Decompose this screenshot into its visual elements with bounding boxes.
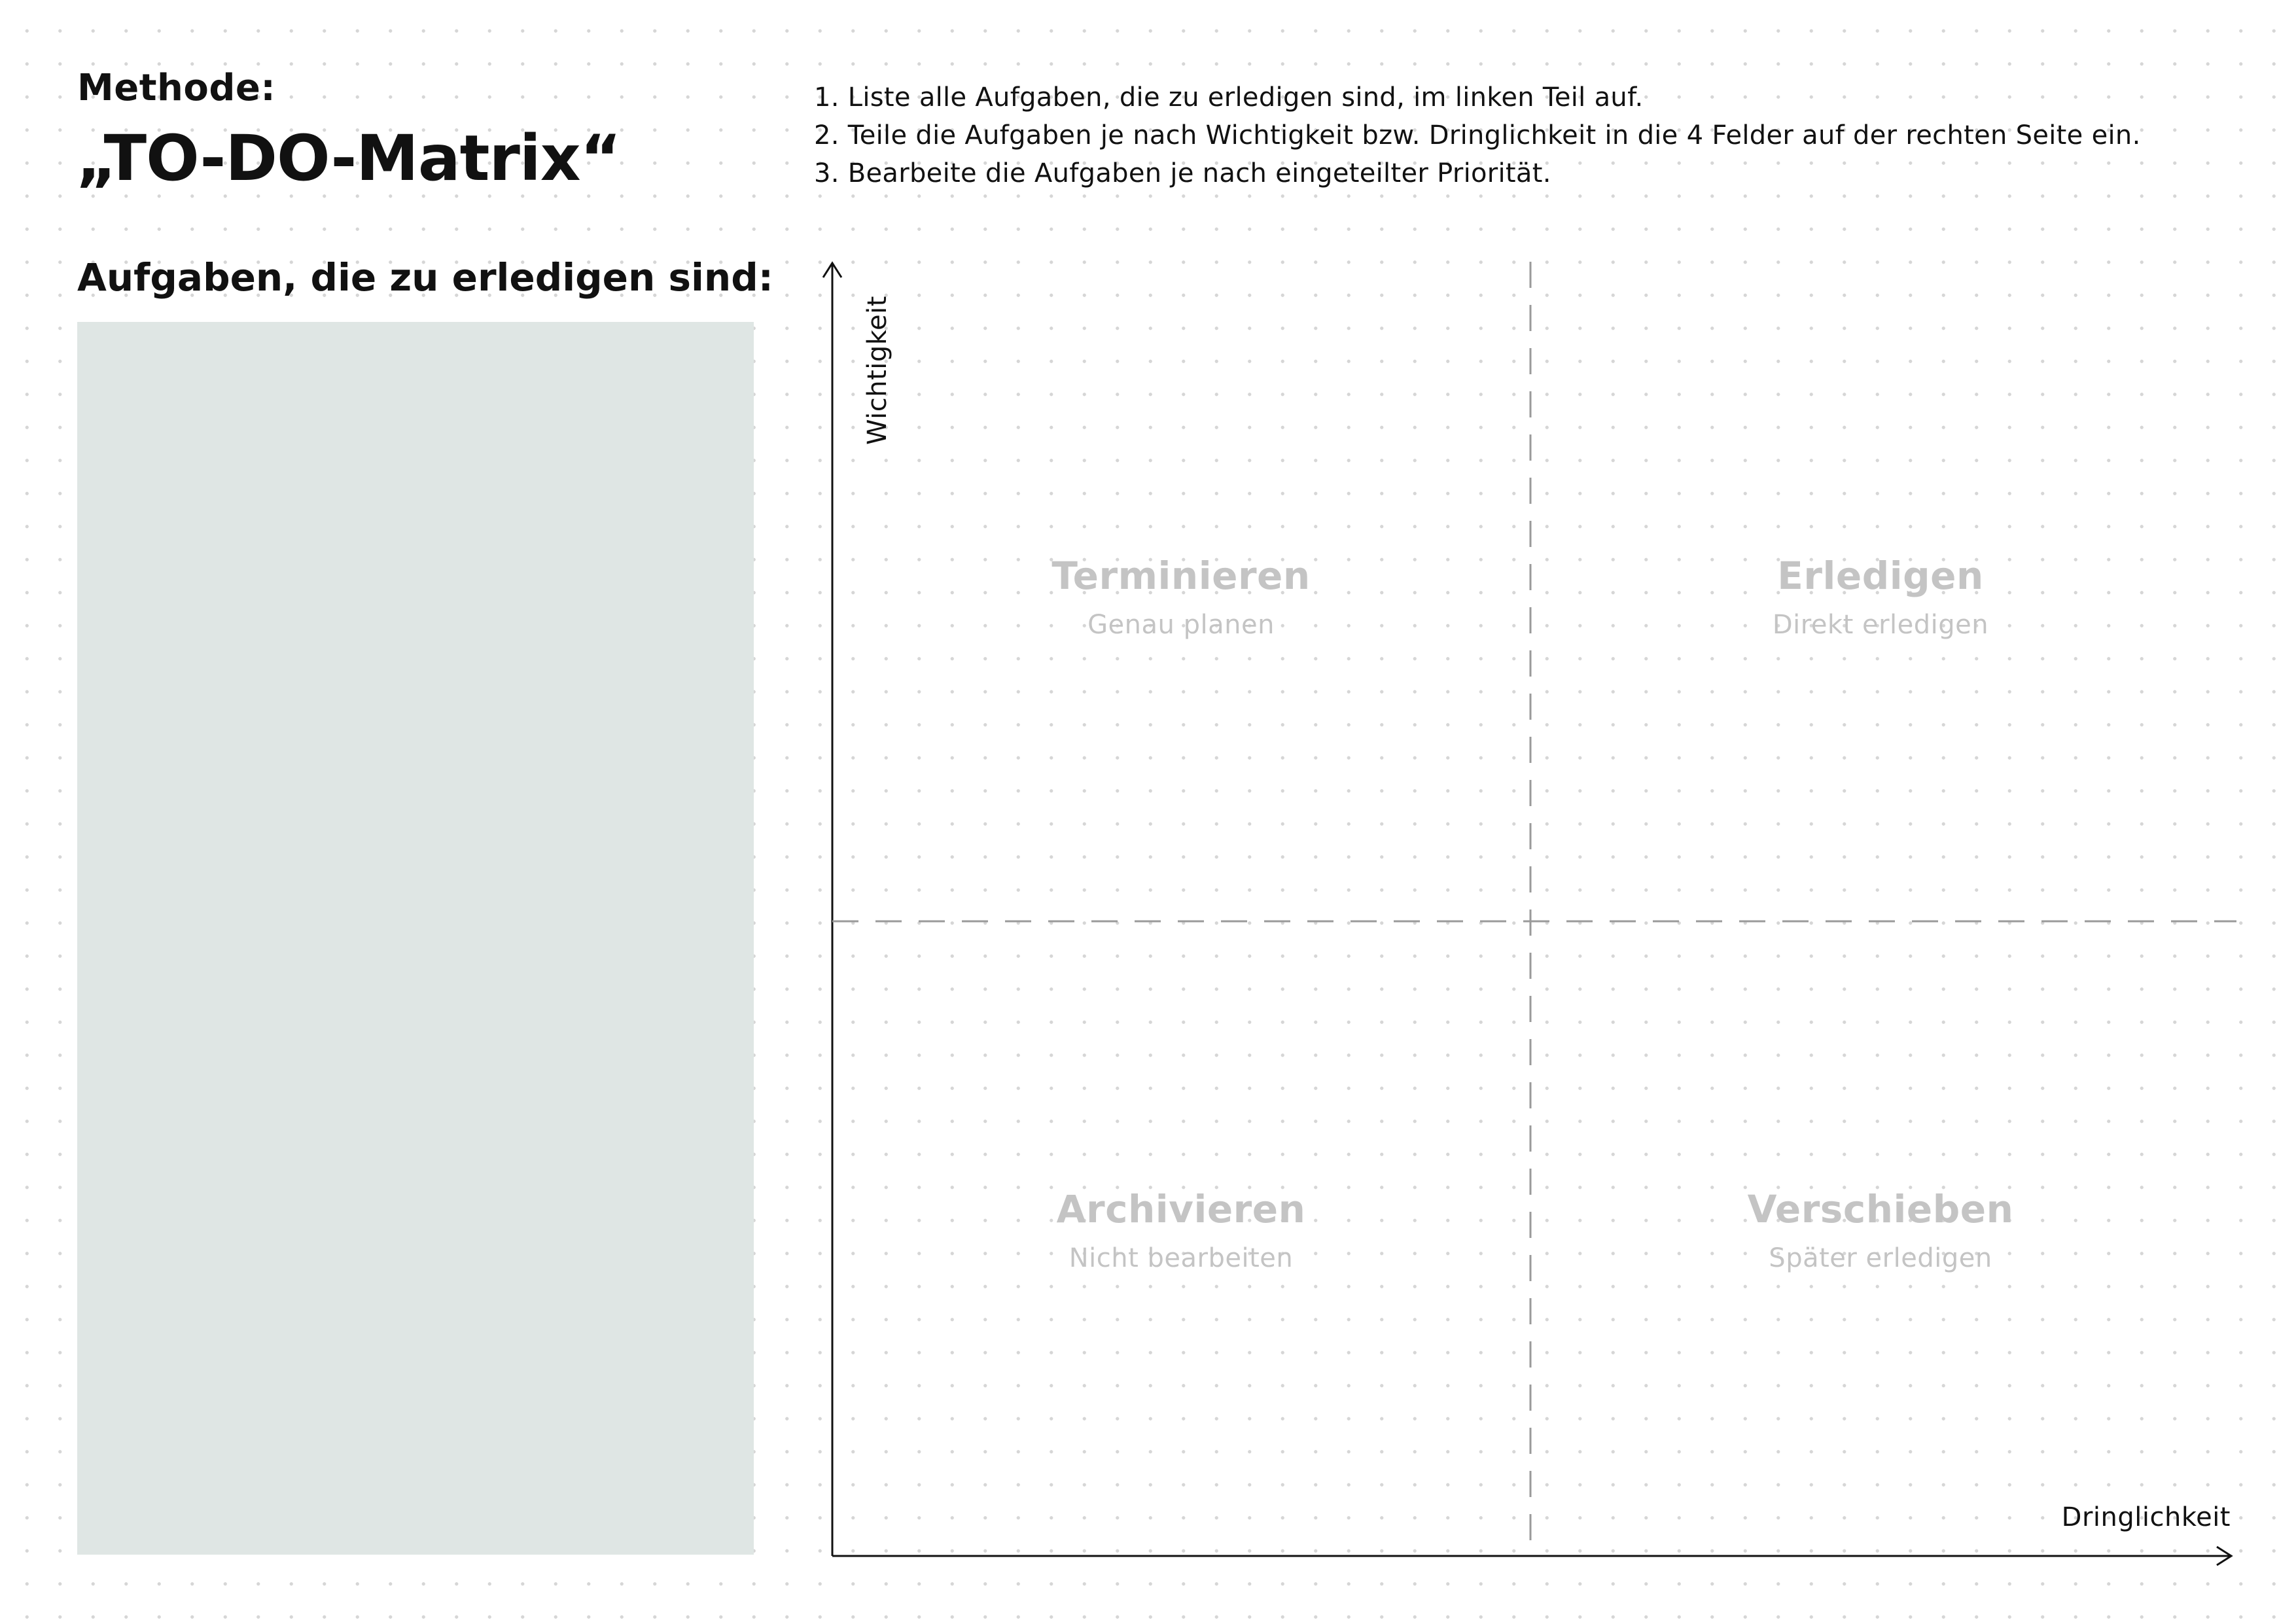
instruction-step-1: 1. Liste alle Aufgaben, die zu erledigen sind, im linken Teil auf. xyxy=(814,82,1644,113)
quadrant-subtitle: Nicht bearbeiten xyxy=(1069,1243,1294,1273)
instruction-step-3: 3. Bearbeite die Aufgaben je nach eingeteilter Priorität. xyxy=(814,158,1551,188)
quadrant-subtitle: Genau planen xyxy=(1087,610,1275,640)
quadrant-erledigen[interactable] xyxy=(1651,552,2110,640)
tasks-writing-area[interactable] xyxy=(77,322,754,1555)
quadrant-terminieren[interactable] xyxy=(952,552,1410,640)
instructions-list xyxy=(814,79,2141,192)
page-title: „TO-DO-Matrix“ xyxy=(76,122,621,195)
tasks-heading: Aufgaben, die zu erledigen sind: xyxy=(77,255,773,300)
quadrant-subtitle: Direkt erledigen xyxy=(1772,610,1989,640)
quadrant-archivieren[interactable] xyxy=(952,1186,1410,1273)
quadrant-verschieben[interactable] xyxy=(1651,1186,2110,1273)
priority-matrix xyxy=(811,255,2251,1577)
y-axis-label: Wichtigkeit xyxy=(862,296,892,445)
quadrant-title: Terminieren xyxy=(1051,554,1311,598)
quadrant-title: Archivieren xyxy=(1056,1187,1306,1231)
method-label: Methode: xyxy=(77,67,276,109)
instruction-step-2: 2. Teile die Aufgaben je nach Wichtigkeit bzw. Dringlichkeit in die 4 Felder auf der rechten Seite ein. xyxy=(814,120,2141,150)
quadrant-subtitle: Später erledigen xyxy=(1769,1243,1992,1273)
quadrant-title: Erledigen xyxy=(1777,554,1984,598)
x-axis-label: Dringlichkeit xyxy=(2061,1502,2231,1532)
quadrant-title: Verschieben xyxy=(1747,1187,2014,1231)
